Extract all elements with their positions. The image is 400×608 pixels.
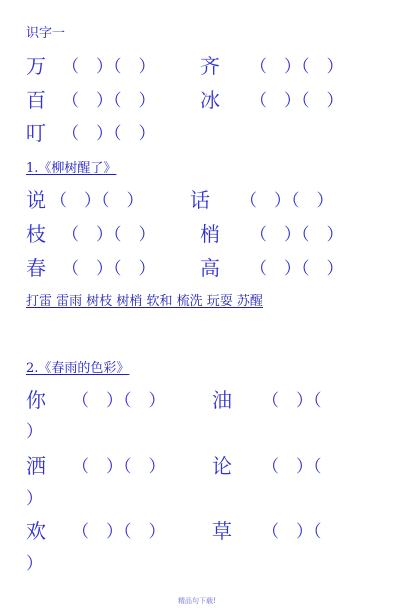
answer-blanks[interactable]: （ ）（ ）	[62, 124, 156, 144]
answer-blank-wrap[interactable]: ）	[26, 554, 43, 574]
answer-blanks[interactable]: （ ）（ ）	[62, 225, 156, 245]
char-cell: 话	[190, 188, 210, 212]
answer-blanks[interactable]: （ ）（ ）	[72, 391, 166, 411]
char-cell: 欢	[26, 519, 46, 543]
char-cell: 百	[26, 88, 46, 112]
section-title-liushu: 1.《柳树醒了》	[26, 161, 117, 176]
answer-blanks[interactable]: （ ）（ ）	[250, 259, 344, 279]
char-cell: 冰	[200, 88, 220, 112]
char-cell: 叮	[26, 121, 46, 145]
char-cell: 春	[26, 256, 46, 280]
answer-blanks[interactable]: （ ）（	[262, 391, 322, 411]
answer-blanks[interactable]: （ ）（ ）	[72, 522, 166, 542]
char-cell: 说	[26, 188, 46, 212]
char-cell: 洒	[26, 454, 46, 478]
char-cell: 高	[200, 256, 220, 280]
vocab-list: 打雷 雷雨 树枝 树梢 软和 梳洗 玩耍 苏醒	[26, 294, 263, 309]
answer-blank-wrap[interactable]: ）	[26, 489, 43, 509]
char-cell: 论	[212, 454, 232, 478]
answer-blank-wrap[interactable]: ）	[26, 422, 43, 442]
char-cell: 油	[212, 388, 232, 412]
answer-blanks[interactable]: （ ）（	[262, 457, 322, 477]
answer-blanks[interactable]: （ ）（ ）	[72, 457, 166, 477]
char-cell: 齐	[200, 54, 220, 78]
answer-blanks[interactable]: （ ）（ ）	[62, 57, 156, 77]
answer-blanks[interactable]: （ ）（	[262, 522, 322, 542]
answer-blanks[interactable]: （ ）（ ）	[240, 191, 334, 211]
char-cell: 你	[26, 388, 46, 412]
section-title-chunyu: 2.《春雨的色彩》	[26, 361, 130, 376]
char-cell: 梢	[200, 222, 220, 246]
page-heading: 识字一	[26, 26, 66, 41]
answer-blanks[interactable]: （ ）（ ）	[250, 57, 344, 77]
answer-blanks[interactable]: （ ）（ ）	[62, 259, 156, 279]
char-cell: 草	[212, 519, 232, 543]
answer-blanks[interactable]: （ ）（ ）	[50, 191, 144, 211]
answer-blanks[interactable]: （ ）（ ）	[250, 91, 344, 111]
footer-text: 精品句下载!	[178, 597, 216, 605]
answer-blanks[interactable]: （ ）（ ）	[250, 225, 344, 245]
char-cell: 枝	[26, 222, 46, 246]
answer-blanks[interactable]: （ ）（ ）	[62, 91, 156, 111]
char-cell: 万	[26, 54, 46, 78]
